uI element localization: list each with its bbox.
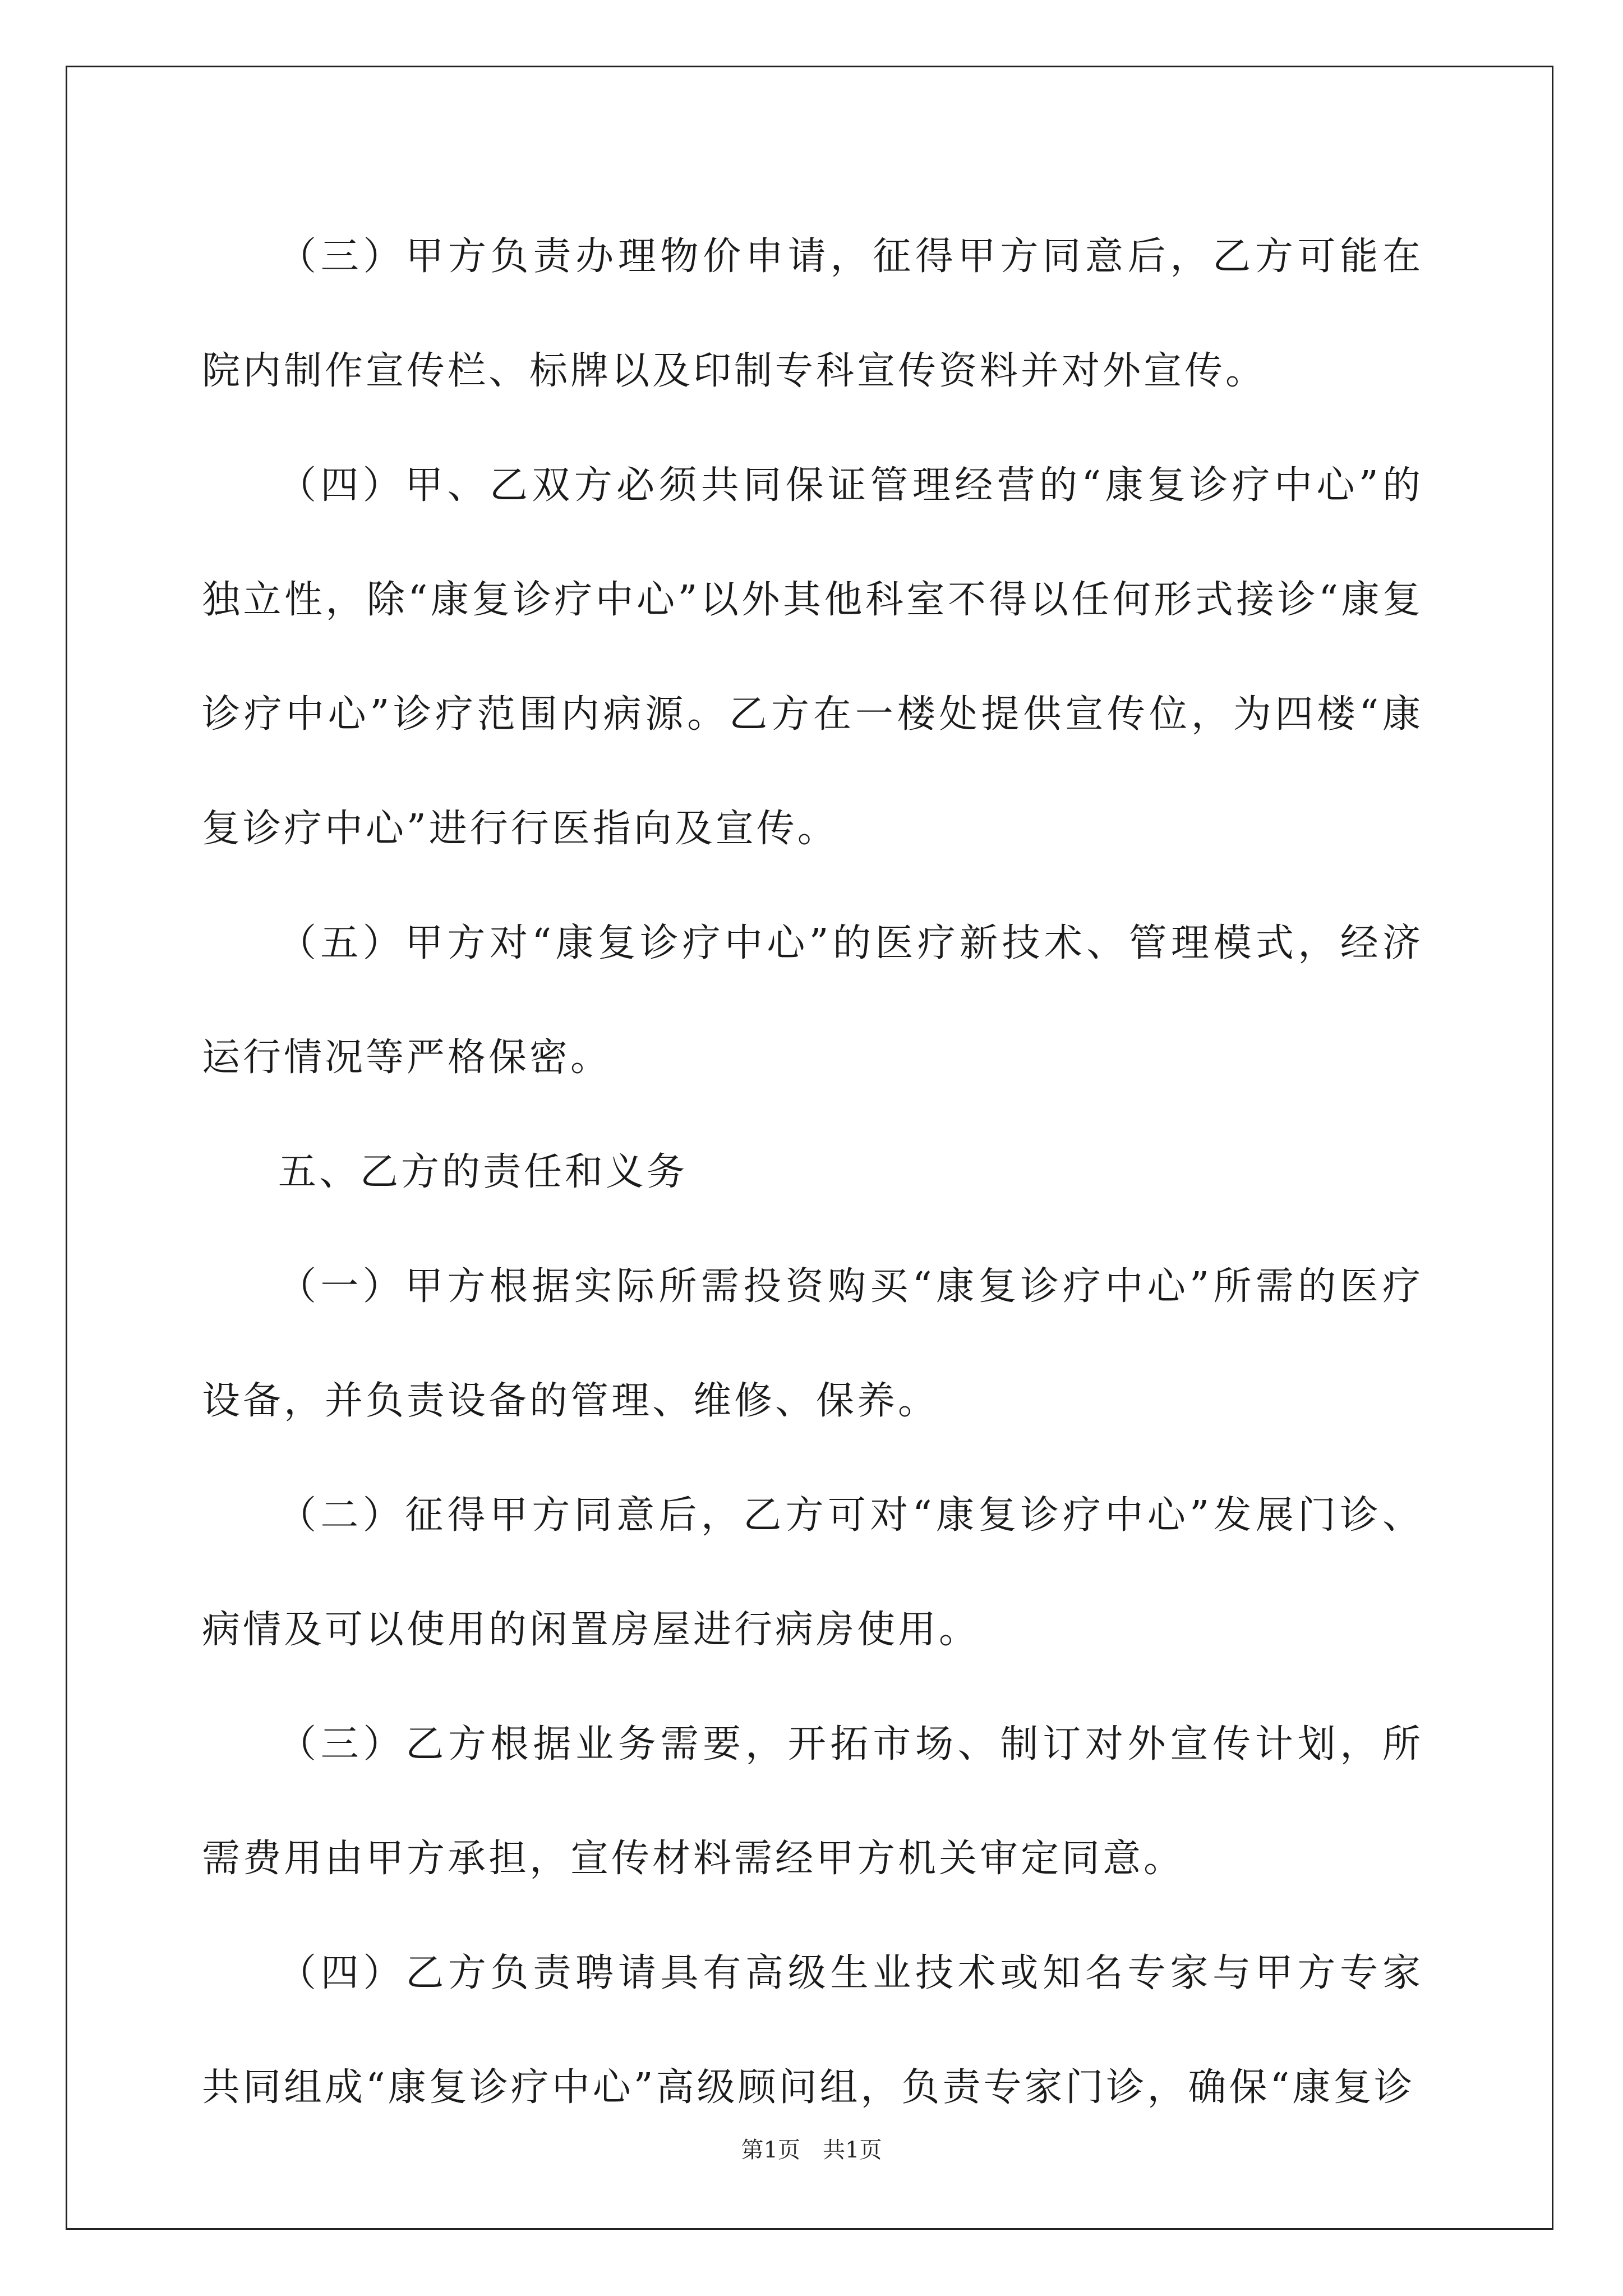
paragraph-marketing: （三）乙方根据业务需要，开拓市场、制订对外宣传计划，所需费用由甲方承担，宣传材料需经甲方机关审定同意。 [202,1722,1423,1881]
paragraph-center-independence: （四）甲、乙双方必须共同保证管理经营的“康复诊疗中心”的独立性，除“康复诊疗中心”以外其他科室不得以任何形式接诊“康复诊疗中心”诊疗范围内病源。乙方在一楼处提供宣传位，为四楼“康复诊疗中心”进行行医指向及宣传。 [202,463,1423,851]
paragraph-expert-panel: （四）乙方负责聘请具有高级生业技术或知名专家与甲方专家共同组成“康复诊疗中心”高级顾问组，负责专家门诊，确保“康复诊 [202,1951,1423,2110]
paragraph-confidentiality: （五）甲方对“康复诊疗中心”的医疗新技术、管理模式，经济运行情况等严格保密。 [202,921,1423,1080]
section-heading-party-b-duties: 五、乙方的责任和义务 [278,1150,688,1194]
document-body [202,200,1423,2145]
paragraph-price-application: （三）甲方负责办理物价申请，征得甲方同意后，乙方可能在院内制作宣传栏、标牌以及印制专科宣传资料并对外宣传。 [202,234,1423,393]
paragraph-equipment: （一）甲方根据实际所需投资购买“康复诊疗中心”所需的医疗设备，并负责设备的管理、维修、保养。 [202,1264,1423,1423]
page-number-footer: 第1页 共1页 [741,2137,882,2163]
paragraph-outpatient: （二）征得甲方同意后，乙方可对“康复诊疗中心”发展门诊、病情及可以使用的闲置房屋进行病房使用。 [202,1493,1423,1652]
